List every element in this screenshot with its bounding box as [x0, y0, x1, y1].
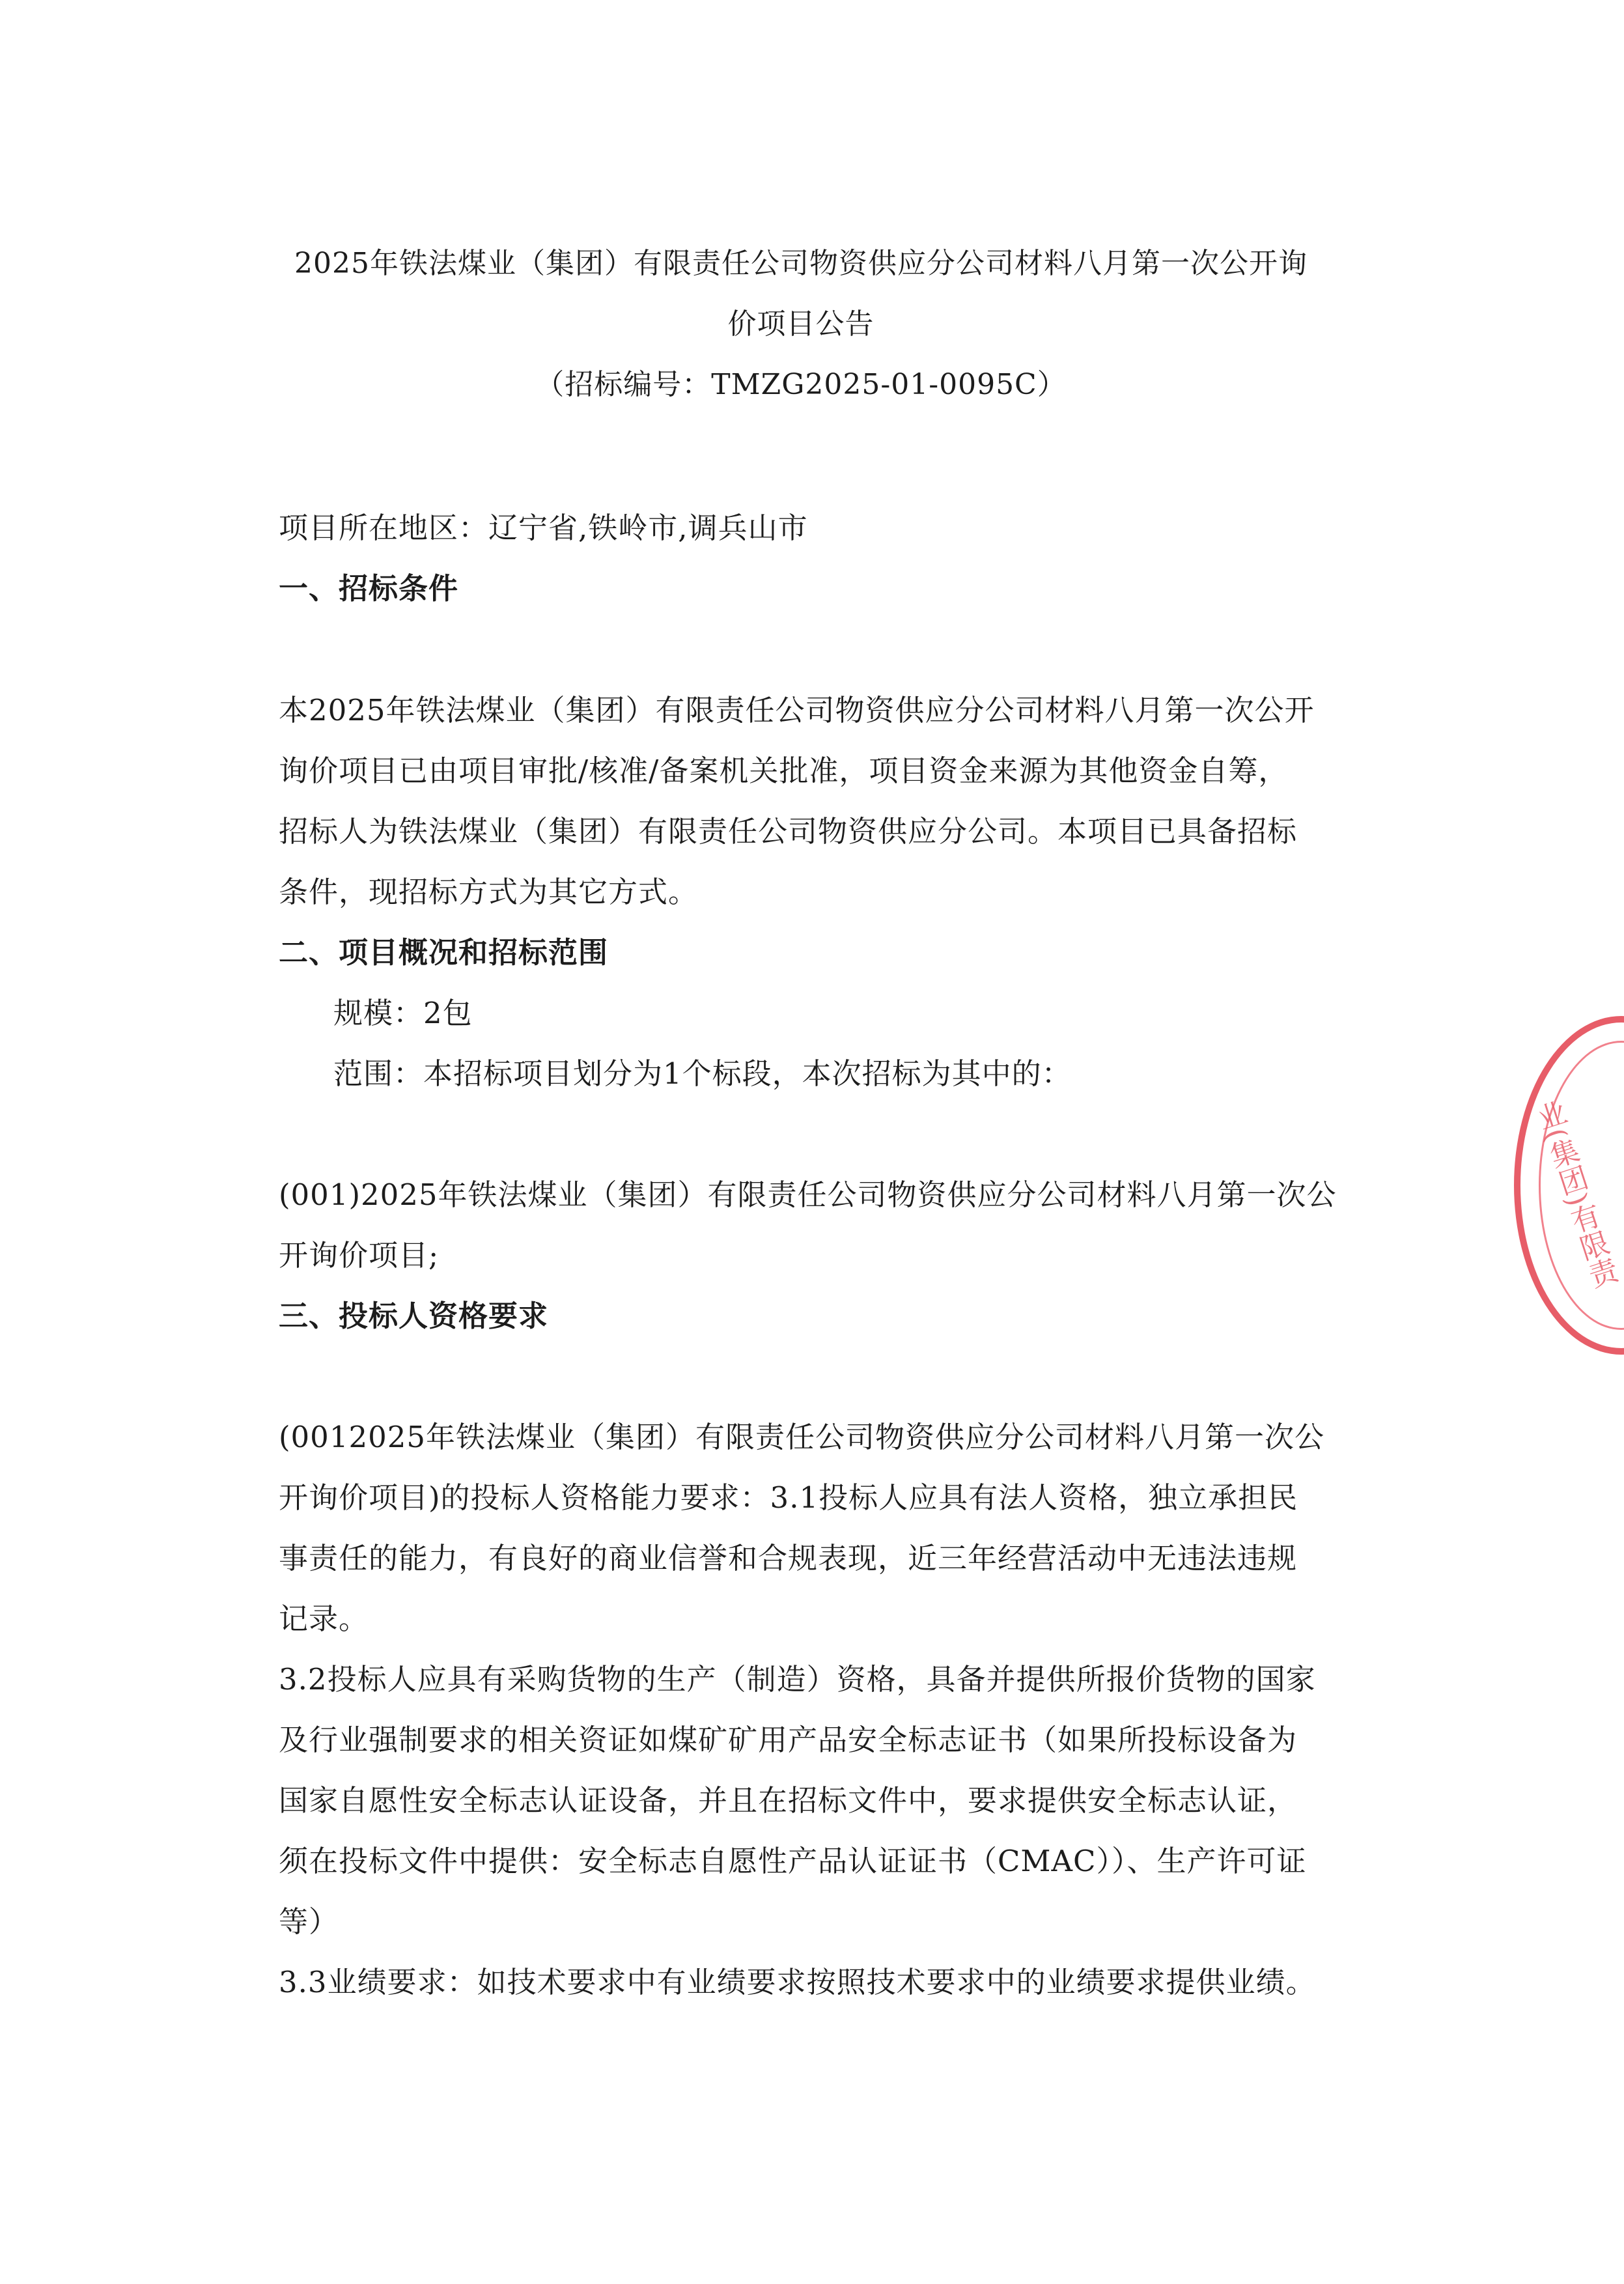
project-scale: 规模：2包 — [333, 996, 473, 1030]
section-3-paragraph-line: 开询价项目)的投标人资格能力要求：3.1投标人应具有法人资格，独立承担民 — [279, 1480, 1298, 1515]
section-3-paragraph-line: 3.3业绩要求：如技术要求中有业绩要求按照技术要求中的业绩要求提供业绩。 — [279, 1965, 1316, 1999]
document-title — [247, 233, 1354, 415]
section-3-paragraph-line: 记录。 — [279, 1601, 369, 1636]
title-line-2: 价项目公告 — [727, 307, 875, 341]
section-1-paragraph-line: 本2025年铁法煤业（集团）有限责任公司物资供应分公司材料八月第一次公开 — [279, 693, 1315, 727]
title-line-1: 2025年铁法煤业（集团）有限责任公司物资供应分公司材料八月第一次公开询 — [294, 247, 1308, 280]
section-1-paragraph-line: 招标人为铁法煤业（集团）有限责任公司物资供应分公司。本项目已具备招标 — [279, 814, 1298, 849]
tender-number: （招标编号：TMZG2025-01-0095C） — [535, 368, 1067, 401]
section-3-paragraph-line: 3.2投标人应具有采购货物的生产（制造）资格，具备并提供所报价货物的国家 — [279, 1662, 1316, 1697]
section-3-paragraph-line: 及行业强制要求的相关资证如煤矿矿用产品安全标志证书（如果所投标设备为 — [279, 1723, 1298, 1757]
section-3-paragraph-line: 须在投标文件中提供：安全标志自愿性产品认证证书（CMAC））、生产许可证 — [279, 1844, 1307, 1878]
section-2-heading: 二、项目概况和招标范围 — [279, 935, 609, 970]
lot-item-line: 开询价项目; — [279, 1238, 440, 1273]
section-3-paragraph-line: 等） — [279, 1904, 339, 1939]
project-location: 项目所在地区：辽宁省,铁岭市,调兵山市 — [279, 511, 808, 545]
section-3-heading: 三、投标人资格要求 — [279, 1299, 549, 1333]
section-1-paragraph-line: 询价项目已由项目审批/核准/备案机关批准，项目资金来源为其他资金自筹， — [279, 754, 1289, 788]
section-3-paragraph-line: 事责任的能力，有良好的商业信誉和合规表现，近三年经营活动中无违法违规 — [279, 1541, 1298, 1575]
section-1-paragraph-line: 条件，现招标方式为其它方式。 — [279, 875, 699, 909]
section-3-paragraph-line: 国家自愿性安全标志认证设备，并且在招标文件中，要求提供安全标志认证， — [279, 1783, 1298, 1818]
seal-text: 业(集团)有限责 — [1529, 1097, 1621, 1292]
section-3-paragraph-line: (0012025年铁法煤业（集团）有限责任公司物资供应分公司材料八月第一次公 — [279, 1420, 1324, 1454]
project-scope: 范围：本招标项目划分为1个标段，本次招标为其中的： — [333, 1056, 1072, 1091]
lot-item-line: (001)2025年铁法煤业（集团）有限责任公司物资供应分公司材料八月第一次公 — [279, 1177, 1337, 1212]
section-1-heading: 一、招标条件 — [279, 571, 459, 606]
company-seal — [1514, 1016, 1624, 1355]
